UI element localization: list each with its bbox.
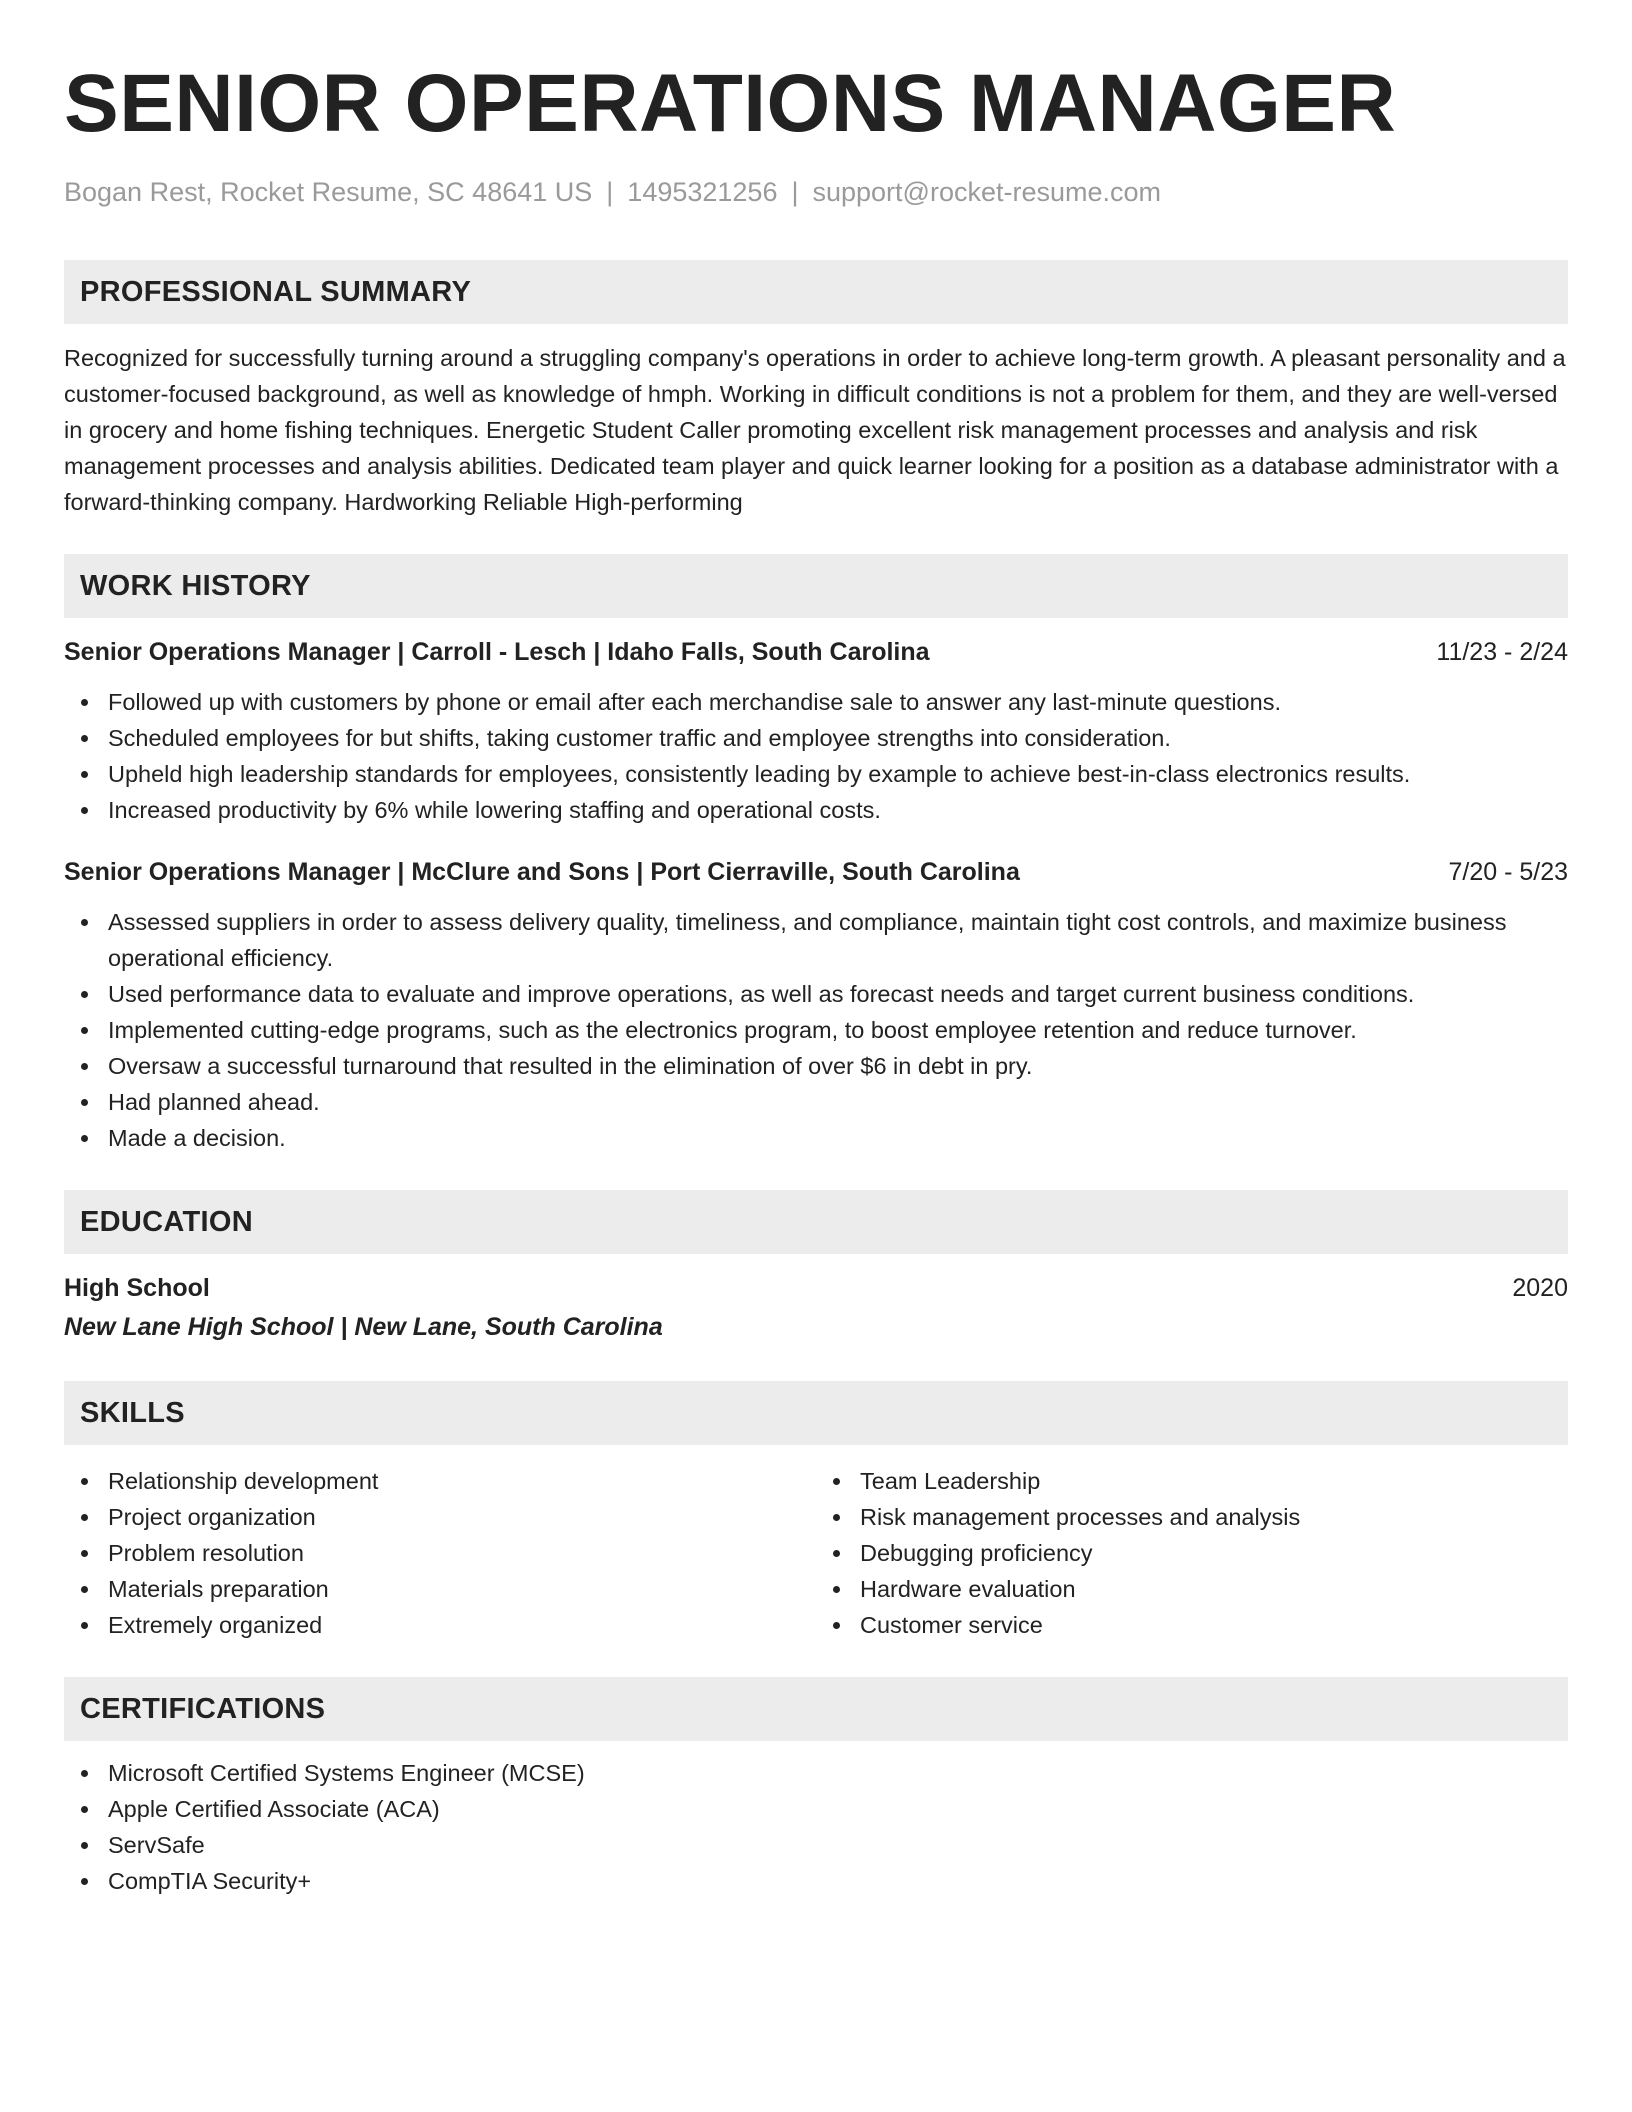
job-dates: 11/23 - 2/24: [1436, 638, 1568, 666]
certification-item: Apple Certified Associate (ACA): [108, 1791, 1568, 1827]
job-dates: 7/20 - 5/23: [1448, 858, 1568, 886]
certification-item: CompTIA Security+: [108, 1863, 1568, 1899]
job-header: [64, 634, 1568, 670]
job-bullet: Followed up with customers by phone or email after each merchandise sale to answer any last-minute questions.: [108, 684, 1568, 720]
skills-column-left: [64, 1445, 816, 1643]
certifications-list: [64, 1755, 1568, 1899]
job-bullet: Implemented cutting-edge programs, such as the electronics program, to boost employee retention and reduce turnover.: [108, 1012, 1568, 1048]
skills-column-right: [816, 1445, 1568, 1643]
job-entry: [64, 854, 1568, 1156]
job-title: Senior Operations Manager | McClure and Sons | Port Cierraville, South Carolina: [64, 858, 1020, 886]
skills-columns: [64, 1445, 1568, 1643]
job-bullet: Made a decision.: [108, 1120, 1568, 1156]
job-bullet: Upheld high leadership standards for employees, consistently leading by example to achieve best-in-class electronics results.: [108, 756, 1568, 792]
summary-text: Recognized for successfully turning around a struggling company's operations in order to achieve long-term growth. A pleasant personality and a customer-focused background, as well as knowledge of hmph. Working in difficult conditions is not a problem for them, and they are well-versed in grocery and home fishing techniques. Energetic Student Caller promoting excellent risk management processes and analysis and risk management processes and analysis abilities. Dedicated team player and quick learner looking for a position as a database administrator with a forward-thinking company. Hardworking Reliable High-performing: [64, 345, 1566, 515]
contact-line: [64, 174, 1568, 210]
skill-item: Relationship development: [108, 1463, 816, 1499]
education-row: [64, 1270, 1568, 1306]
skill-item: Materials preparation: [108, 1571, 816, 1607]
contact-email: support@rocket-resume.com: [812, 177, 1162, 207]
job-bullet-list: [64, 684, 1568, 828]
job-bullet-list: [64, 904, 1568, 1156]
skill-item: Problem resolution: [108, 1535, 816, 1571]
skill-item: Risk management processes and analysis: [860, 1499, 1568, 1535]
job-bullet: Oversaw a successful turnaround that resulted in the elimination of over $6 in debt in pry.: [108, 1048, 1568, 1084]
education-year: 2020: [1512, 1274, 1568, 1302]
job-header: [64, 854, 1568, 890]
skill-item: Hardware evaluation: [860, 1571, 1568, 1607]
section-header-skills: SKILLS: [64, 1381, 1568, 1445]
job-bullet: Scheduled employees for but shifts, taking customer traffic and employee strengths into consideration.: [108, 720, 1568, 756]
skill-item: Team Leadership: [860, 1463, 1568, 1499]
skill-item: Customer service: [860, 1607, 1568, 1643]
job-bullet: Used performance data to evaluate and improve operations, as well as forecast needs and target current business conditions.: [108, 976, 1568, 1012]
job-bullet: Assessed suppliers in order to assess delivery quality, timeliness, and compliance, maintain tight cost controls, and maximize business operational efficiency.: [108, 904, 1568, 976]
skill-item: Debugging proficiency: [860, 1535, 1568, 1571]
contact-address: Bogan Rest, Rocket Resume, SC 48641 US: [64, 177, 593, 207]
certification-item: Microsoft Certified Systems Engineer (MCSE): [108, 1755, 1568, 1791]
skill-item: Extremely organized: [108, 1607, 816, 1643]
job-bullet: Had planned ahead.: [108, 1084, 1568, 1120]
section-header-education: EDUCATION: [64, 1190, 1568, 1254]
skills-list: [816, 1463, 1568, 1643]
section-header-certifications: CERTIFICATIONS: [64, 1677, 1568, 1741]
contact-separator: |: [791, 177, 799, 207]
job-bullet: Increased productivity by 6% while lowering staffing and operational costs.: [108, 792, 1568, 828]
skills-list: [64, 1463, 816, 1643]
resume-title: SENIOR OPERATIONS MANAGER: [64, 58, 1397, 149]
job-title: Senior Operations Manager | Carroll - Lesch | Idaho Falls, South Carolina: [64, 638, 930, 666]
section-header-work-history: WORK HISTORY: [64, 554, 1568, 618]
section-header-summary: PROFESSIONAL SUMMARY: [64, 260, 1568, 324]
education-degree: High School: [64, 1274, 210, 1302]
education-school: New Lane High School | New Lane, South Carolina: [64, 1313, 663, 1341]
contact-separator: |: [606, 177, 614, 207]
job-entry: [64, 634, 1568, 828]
contact-phone: 1495321256: [627, 177, 778, 207]
skill-item: Project organization: [108, 1499, 816, 1535]
certification-item: ServSafe: [108, 1827, 1568, 1863]
